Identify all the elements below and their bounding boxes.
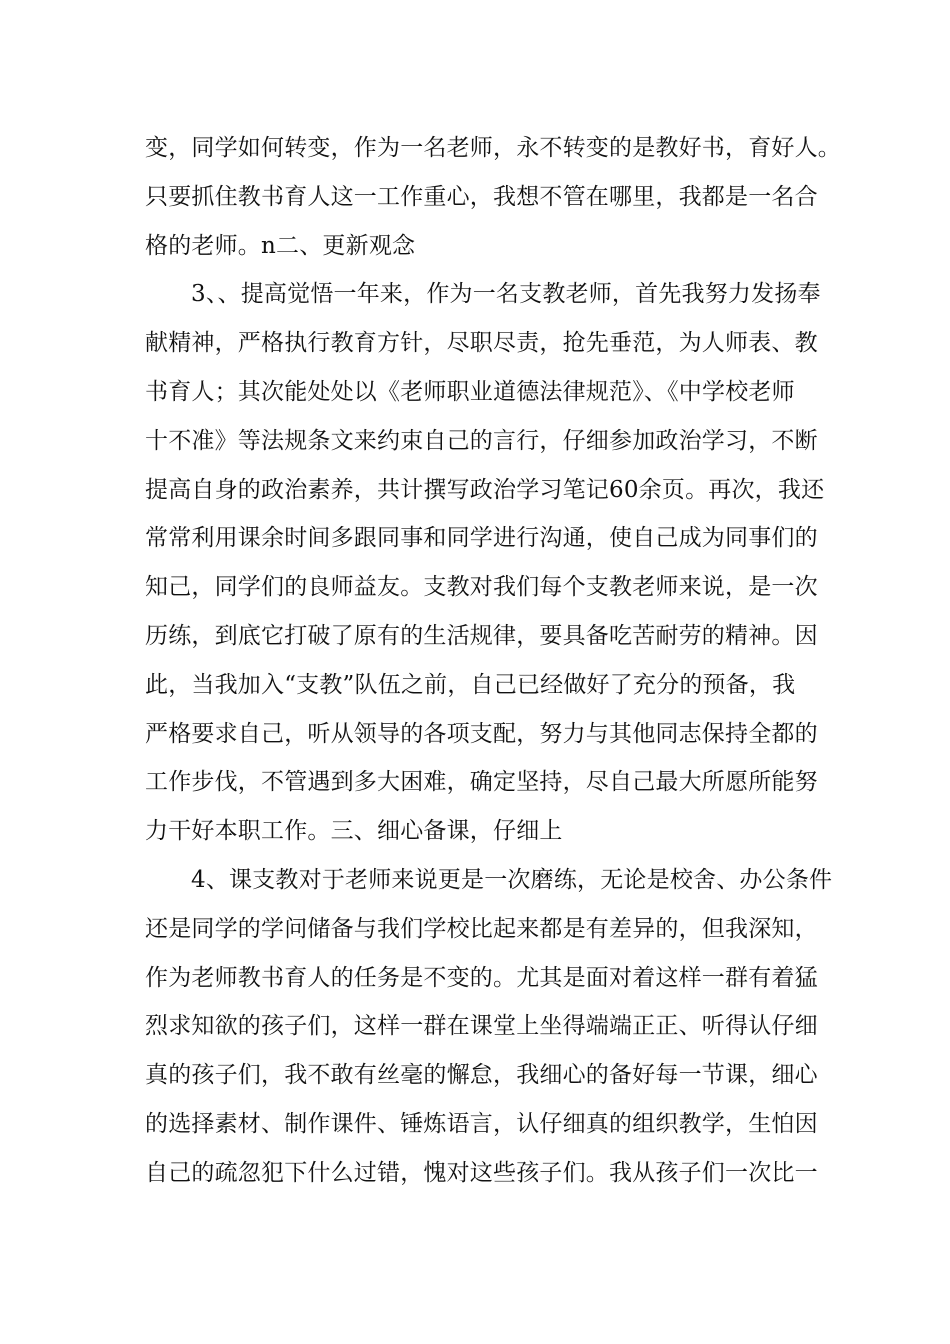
text-line: 格的老师。n二、更新观念 xyxy=(145,232,416,259)
paragraph-start-line: 4、课支教对于老师来说更是一次磨练，无论是校舍、办公条件 xyxy=(191,866,833,893)
body-text xyxy=(145,124,841,1198)
text-line: 严格要求自己，听从领导的各项支配，努力与其他同志保持全都的 xyxy=(145,720,818,747)
text-line: 知己，同学们的良师益友。支教对我们每个支教老师来说，是一次 xyxy=(145,574,818,601)
paragraph-start-line: 3、、提高觉悟一年来，作为一名支教老师，首先我努力发扬奉 xyxy=(191,281,821,308)
text-line: 力干好本职工作。三、细心备课，仔细上 xyxy=(145,818,563,845)
text-line: 书育人；其次能处处以《老师职业道德法律规范》、《中学校老师 xyxy=(145,378,795,405)
text-line: 此，当我加入“支教”队伍之前，自己已经做好了充分的预备，我 xyxy=(145,671,796,698)
text-line: 作为老师教书育人的任务是不变的。尤其是面对着这样一群有着猛 xyxy=(145,964,818,991)
text-line: 变，同学如何转变，作为一名老师，永不转变的是教好书，育好人。 xyxy=(145,135,841,161)
text-line: 还是同学的学问储备与我们学校比起来都是有差异的，但我深知， xyxy=(145,915,818,942)
text-line: 常常利用课余时间多跟同事和同学进行沟通，使自己成为同事们的 xyxy=(145,525,818,552)
text-line: 的选择素材、制作课件、锤炼语言，认仔细真的组织教学，生怕因 xyxy=(145,1110,818,1137)
text-line: 工作步伐，不管遇到多大困难，确定坚持，尽自己最大所愿所能努 xyxy=(145,769,818,796)
text-line: 自己的疏忽犯下什么过错，愧对这些孩子们。我从孩子们一次比一 xyxy=(145,1159,818,1186)
text-line: 历练，到底它打破了原有的生活规律，要具备吃苦耐劳的精神。因 xyxy=(145,622,818,649)
text-line: 提高自身的政治素养，共计撰写政治学习笔记60余页。再次，我还 xyxy=(145,476,825,503)
text-line: 献精神，严格执行教育方针，尽职尽责，抢先垂范，为人师表、教 xyxy=(145,330,818,357)
text-line: 十不准》等法规条文来约束自己的言行，仔细参加政治学习，不断 xyxy=(145,427,818,454)
text-line: 烈求知欲的孩子们，这样一群在课堂上坐得端端正正、听得认仔细 xyxy=(145,1013,818,1040)
text-line: 真的孩子们，我不敢有丝毫的懈怠，我细心的备好每一节课，细心 xyxy=(145,1062,818,1089)
text-line: 只要抓住教书育人这一工作重心，我想不管在哪里，我都是一名合 xyxy=(145,183,818,210)
